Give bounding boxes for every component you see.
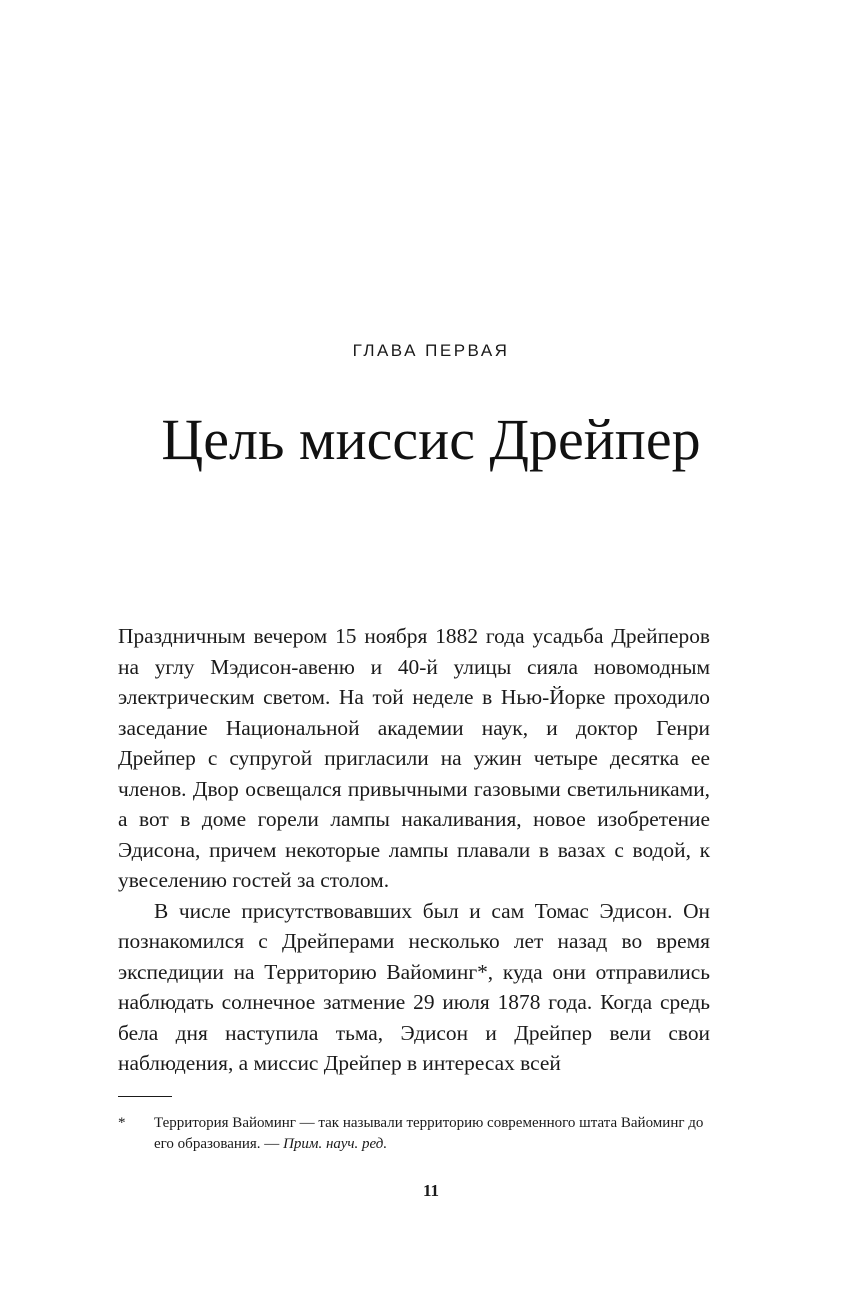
footnote	[118, 1113, 710, 1155]
footnote-divider	[118, 1096, 172, 1097]
footnote-mark: *	[118, 1115, 126, 1131]
footnote-text: Территория Вайоминг — так называли территорию современного штата Вайоминг до его образования. —	[154, 1115, 704, 1152]
chapter-label: ГЛАВА ПЕРВАЯ	[352, 341, 510, 360]
footnote-editor-note: Прим. науч. ред.	[283, 1136, 388, 1152]
paragraph-1: Праздничным вечером 15 ноября 1882 года усадьба Дрейперов на углу Мэдисон-авеню и 40-й улицы сияла новомодным электрическим светом. На той неделе в Нью-Йорке проходило заседание Национальной академии наук, и доктор Генри Дрейпер с супругой пригласили на ужин четыре десятка ее членов. Двор освещался привычными газовыми светильниками, а вот в доме горели лампы накаливания, новое изобретение Эдисона, причем некоторые лампы плавали в вазах с водой, к увеселению гостей за столом.	[118, 624, 710, 892]
footnote-body	[154, 1113, 710, 1155]
chapter-title: Цель миссис Дрейпер	[161, 407, 701, 472]
page-number: 11	[422, 1181, 440, 1200]
body-text	[118, 621, 710, 1079]
paragraph-2: В числе присутствовавших был и сам Томас Эдисон. Он познакомился с Дрейперами несколько лет назад во время экспедиции на Территорию Вайоминг*, куда они отправились наблюдать солнечное затмение 29 июля 1878 года. Когда средь бела дня наступила тьма, Эдисон и Дрейпер вели свои наблюдения, а миссис Дрейпер в интересах всей	[118, 898, 710, 1075]
